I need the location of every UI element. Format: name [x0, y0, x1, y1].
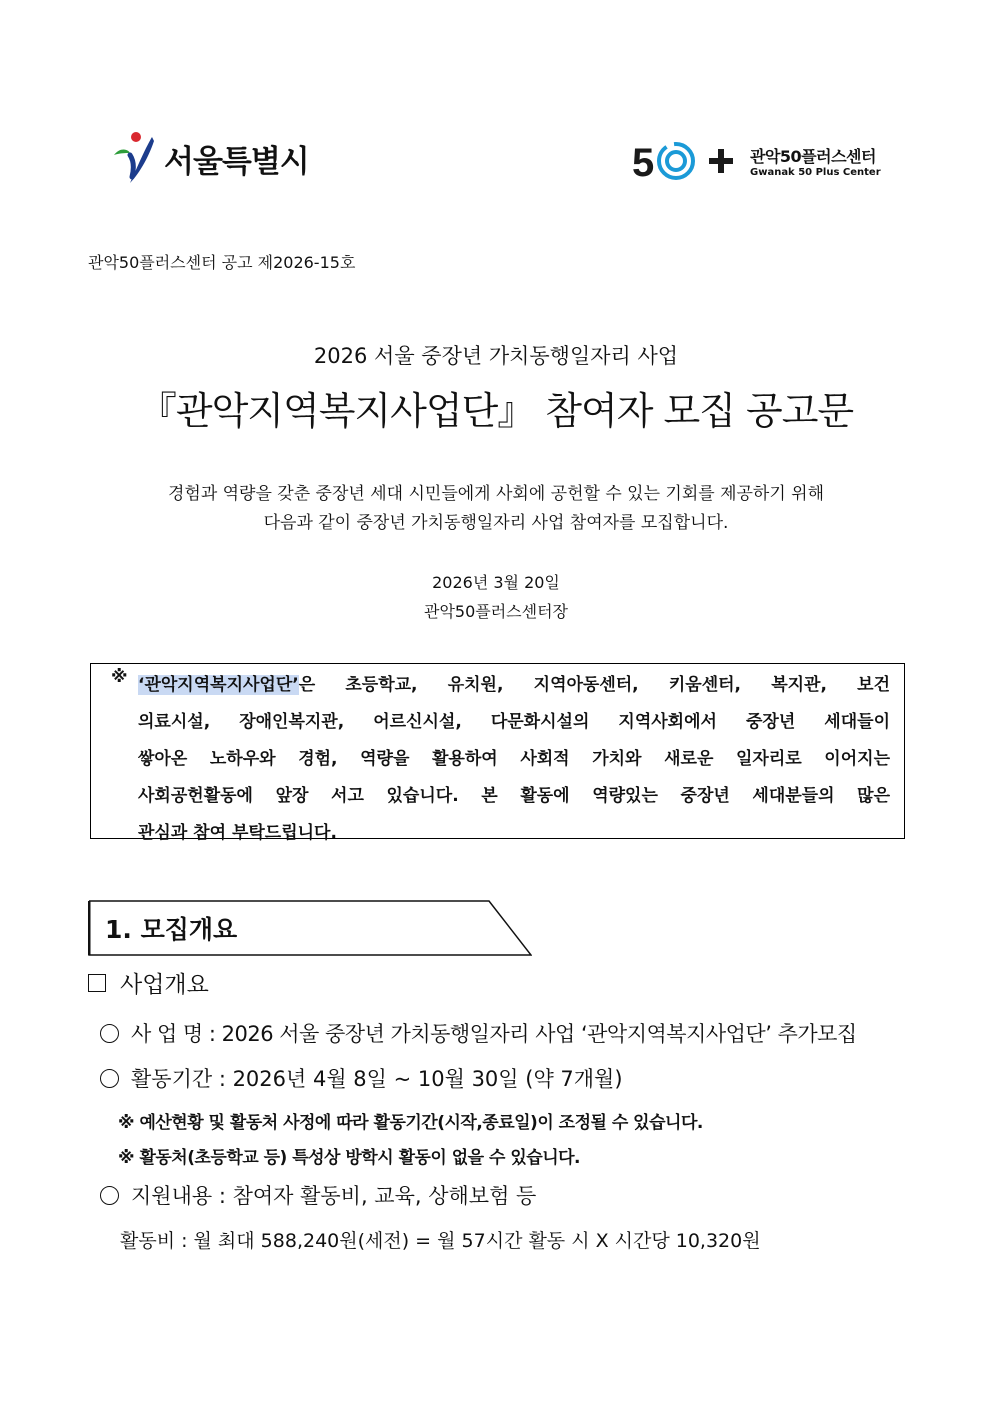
notice-box: [90, 663, 905, 843]
highlighted-program-name: ‘관악지역복지사업단’: [138, 675, 299, 695]
notice-line-rest: 은 초등학교, 유치원, 지역아동센터, 키움센터, 복지관, 보건: [298, 675, 890, 695]
pay-detail: 활동비 : 월 최대 588,240원(세전) = 월 57시간 활동 시 X 시간당 10,320원: [120, 1230, 761, 1252]
sub-note: ※ 예산현황 및 활동처 사정에 따라 활동기간(시작,종료일)이 조정될 수 있습니다.: [118, 1113, 703, 1133]
sub-note: ※ 활동처(초등학교 등) 특성상 방학시 활동이 없을 수 있습니다.: [118, 1148, 580, 1168]
list-item-text: 지원내용 : 참여자 활동비, 교육, 상해보험 등: [131, 1184, 537, 1208]
intro-line: 경험과 역량을 갖춘 중장년 세대 시민들에게 사회에 공헌할 수 있는 기회를 제공하기 위해: [167, 484, 825, 504]
issue-date: 2026년 3월 20일: [432, 573, 560, 592]
section-heading: [88, 966, 209, 999]
seoul-symbol-icon: [112, 131, 158, 185]
notice-number: 관악50플러스센터 공고 제2026-15호: [88, 253, 356, 272]
bullet-circle-icon: [100, 1069, 119, 1088]
gwanak-50plus-logo: [632, 138, 912, 184]
notice-line: 사회공헌활동에 앞장 서고 있습니다. 본 활동에 역량있는 중장년 세대분들의 많은: [138, 786, 890, 806]
seoul-logo-text: 서울특별시: [164, 143, 309, 180]
document-title: 『관악지역복지사업단』 참여자 모집 공고문: [138, 389, 854, 433]
bullet-circle-icon: [100, 1186, 119, 1205]
notice-line: 의료시설, 장애인복지관, 어르신시설, 다문화시설의 지역사회에서 중장년 세대들이: [138, 712, 890, 732]
section-header: [88, 900, 532, 956]
intro-line: 다음과 같이 중장년 가치동행일자리 사업 참여자를 모집합니다.: [263, 513, 729, 533]
fifty-plus-mark-icon: [632, 138, 742, 184]
list-item: [100, 1180, 536, 1210]
issue-block: [0, 568, 992, 626]
notice-line: 쌓아온 노하우와 경험, 역량을 활용하여 사회적 가치와 새로운 일자리로 이어지는: [138, 749, 890, 769]
list-item-text: 활동기간 : 2026년 4월 8일 ~ 10월 30일 (약 7개월): [131, 1067, 623, 1091]
document-subtitle: 2026 서울 중장년 가치동행일자리 사업: [313, 344, 679, 368]
checkbox-square-icon: [88, 974, 106, 992]
center-name-ko: 관악50플러스센터: [750, 147, 876, 166]
notice-line: 관심과 참여 부탁드립니다.: [138, 823, 337, 843]
intro-paragraph: [0, 480, 992, 538]
center-name-en: Gwanak 50 Plus Center: [750, 167, 881, 178]
reference-mark: ※: [111, 667, 128, 687]
section-title: 1. 모집개요: [105, 915, 238, 944]
seoul-logo: [112, 130, 312, 186]
list-item-text: 사 업 명 : 2026 서울 중장년 가치동행일자리 사업 ‘관악지역복지사업단’ 추가모집: [131, 1022, 857, 1046]
notice-line: [138, 667, 890, 704]
notice-box-text: [138, 667, 890, 852]
list-item: [100, 1063, 623, 1093]
center-name: [750, 144, 881, 178]
issuer: 관악50플러스센터장: [423, 602, 568, 621]
svg-text:5: 5: [632, 141, 655, 184]
list-item: [100, 1018, 857, 1048]
section-heading-text: 사업개요: [120, 972, 209, 998]
bullet-circle-icon: [100, 1024, 119, 1043]
